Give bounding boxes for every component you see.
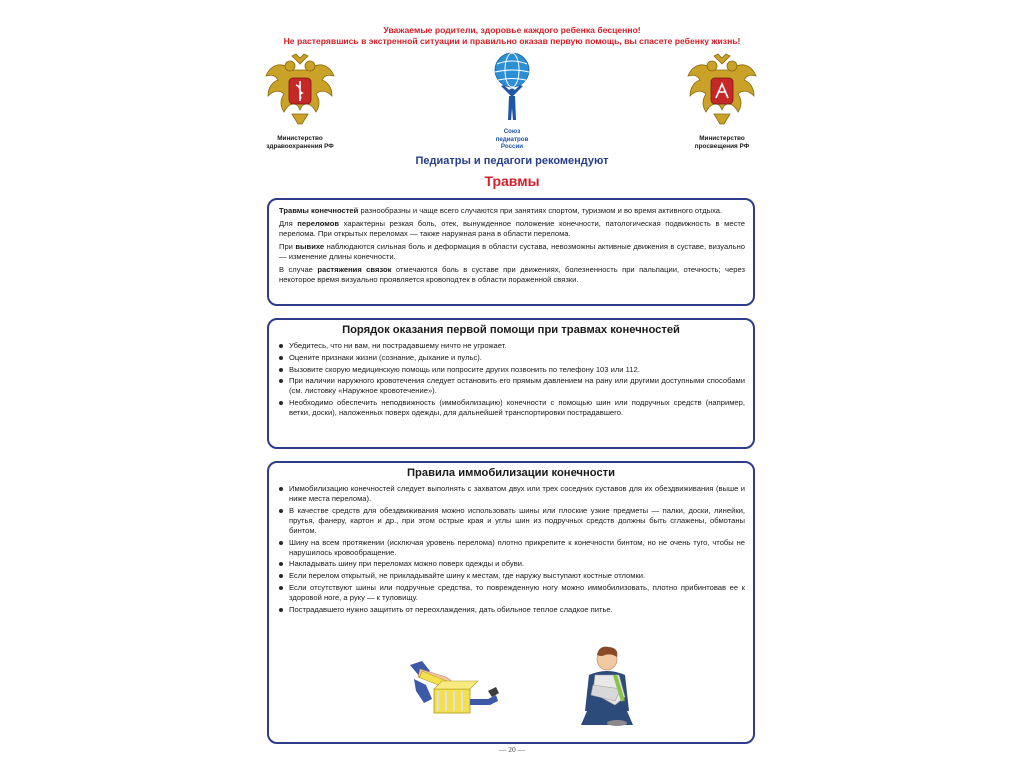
emblem-right-line2: просвещения РФ <box>694 143 750 150</box>
list-item: Шину на всем протяжении (исключая уровень перелома) плотно прикрепите к конечности бинтом, но не очень туго, чтобы не нарушилось кровообращение. <box>277 538 745 558</box>
header-line-1: Уважаемые родители, здоровье каждого ребенка бесценно! <box>383 25 641 35</box>
list-item: Оцените признаки жизни (сознание, дыхание и пульс). <box>277 353 745 363</box>
center-logo-line1: Союз <box>503 128 521 135</box>
intro-p2-text: характерны резкая боль, отек, вынужденное положение конечности, патологическая подвижность в месте перелома. При открытых переломах — также наружная рана в области перелома. <box>279 219 745 238</box>
arm-sling-illustration-icon <box>575 645 637 727</box>
intro-p4-pre: В случае <box>279 265 318 274</box>
leg-splint-illustration-icon <box>402 655 502 727</box>
header-line-2: Не растерявшись в экстренной ситуации и правильно оказав первую помощь, вы спасете ребенку жизнь! <box>283 36 741 46</box>
immobilization-list <box>277 484 745 615</box>
intro-p3-term: вывихе <box>295 242 325 251</box>
list-item: Необходимо обеспечить неподвижность (иммобилизацию) конечности с помощью шин или подручных средств (например, ветки, доски), наложенных поверх одежды, для дальнейшей транспортировки пострадавшего. <box>277 398 745 418</box>
page-subtitle: Педиатры и педагоги рекомендуют <box>415 155 609 167</box>
intro-p2-pre: Для <box>279 219 298 228</box>
intro-p2-term: переломов <box>297 219 340 228</box>
list-item: В качестве средств для обездвиживания можно использовать шины или плоские узкие предметы — палки, доски, линейки, прутья, фанеру, картон и др., при этом острые края и углы шин из подручных средств должны быть сглажены, обмотаны бинтом. <box>277 506 745 536</box>
center-logo-line3: России <box>500 143 524 150</box>
first-aid-list <box>277 341 745 418</box>
page-title: Травмы <box>484 173 540 189</box>
intro-paragraph-1 <box>279 206 745 216</box>
emblem-right-label <box>674 135 770 151</box>
russian-coat-of-arms-health-icon <box>262 50 338 132</box>
emblem-left-line1: Министерство <box>277 135 323 142</box>
page-number: — 20 — <box>498 745 526 754</box>
emblem-right-line1: Министерство <box>699 135 745 142</box>
intro-paragraph-4 <box>279 265 745 285</box>
intro-p3-text: наблюдаются сильная боль и деформация в области сустава, невозможны активные движения в суставе, визуально — изменение длины конечности. <box>279 242 745 261</box>
immobilization-box <box>267 461 755 744</box>
intro-p4-term: растяжения связок <box>317 265 392 274</box>
list-item: Накладывать шину при переломах можно поверх одежды и обуви. <box>277 559 745 569</box>
list-item: Пострадавшего нужно защитить от переохлаждения, дать обильное теплое сладкое питье. <box>277 605 745 615</box>
center-logo-label <box>472 128 552 151</box>
intro-p1-term: Травмы конечностей <box>279 206 359 215</box>
list-item: Убедитесь, что ни вам, ни пострадавшему ничто не угрожает. <box>277 341 745 351</box>
list-item: Иммобилизацию конечностей следует выполнять с захватом двух или трех соседних суставов для их обездвиживания (выше и ниже места перелома). <box>277 484 745 504</box>
intro-paragraph-3 <box>279 242 745 262</box>
list-item: Вызовите скорую медицинскую помощь или попросите других позвонить по телефону 103 или 112. <box>277 365 745 375</box>
intro-p3-pre: При <box>279 242 296 251</box>
list-item: При наличии наружного кровотечения следует остановить его прямым давлением на рану или другими доступными способами (см. листовку «Наружное кровотечение»). <box>277 376 745 396</box>
emblem-left-line2: здравоохранения РФ <box>266 143 334 150</box>
first-aid-title: Порядок оказания первой помощи при травмах конечностей <box>342 324 680 336</box>
first-aid-box <box>267 318 755 449</box>
immobilization-title: Правила иммобилизации конечности <box>406 467 616 479</box>
intro-p4-text: отмечаются боль в суставе при движениях, болезненность при пальпации, отечность; через некоторое время визуально проявляется кровоподтек в области пораженной связки. <box>279 265 745 284</box>
list-item: Если перелом открытый, не прикладывайте шину к местам, где наружу выступают костные отломки. <box>277 571 745 581</box>
intro-box <box>267 198 755 306</box>
emblem-left-label <box>252 135 348 151</box>
intro-paragraph-2 <box>279 219 745 239</box>
intro-p1-text: разнообразны и чаще всего случаются при занятиях спортом, туризмом и во время активного отдыха. <box>358 206 723 215</box>
center-logo-line2: педиатров <box>495 135 529 143</box>
pediatricians-union-globe-icon <box>487 50 537 126</box>
russian-coat-of-arms-education-icon <box>684 50 760 132</box>
list-item: Если отсутствуют шины или подручные средства, то поврежденную ногу можно иммобилизовать, плотно прибинтовав ее к здоровой ноге, а руку — к туловищу. <box>277 583 745 603</box>
